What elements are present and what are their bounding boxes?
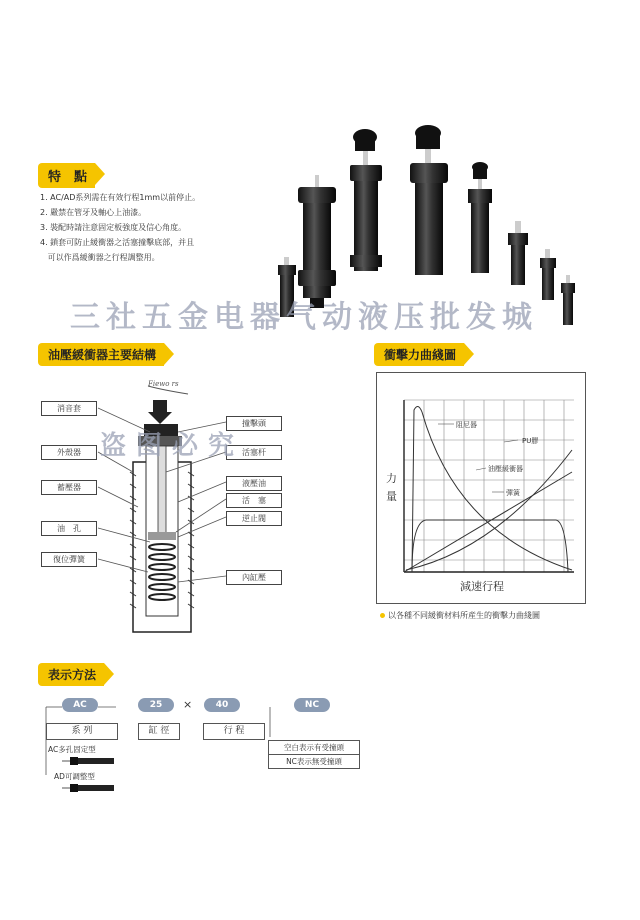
notation-title: 表示方法 xyxy=(38,663,104,686)
feature-3: 3. 裝配時請注意固定板強度及信心角度。 xyxy=(40,223,187,232)
type-ac-label: AC多孔固定型 xyxy=(48,745,96,754)
label-striker-head: 撞擊頭 xyxy=(226,416,282,431)
feature-5: 可以作爲緩衝器之行程調整用。 xyxy=(40,253,160,262)
ylabel-1: 力 xyxy=(386,472,397,485)
code-series: AC xyxy=(62,698,98,712)
curve-spring xyxy=(404,472,572,572)
xlabel: 減速行程 xyxy=(460,580,504,593)
absorber-1 xyxy=(298,175,336,308)
box-bore: 缸 徑 xyxy=(138,723,180,740)
absorber-6 xyxy=(540,249,556,300)
caption-text: 以各種不同緩衝材料所産生的衝擊力曲綫圖 xyxy=(388,611,540,620)
label-shell: 外殼器 xyxy=(41,445,97,460)
label-check-valve: 逆止閥 xyxy=(226,511,282,526)
code-nc: NC xyxy=(294,698,330,712)
ylabel-2: 量 xyxy=(386,490,397,503)
absorber-3 xyxy=(410,125,448,275)
nc-options-box xyxy=(268,740,360,769)
times-sign: × xyxy=(183,698,193,711)
box-series: 系 列 xyxy=(46,723,118,740)
watermark-piracy: 盗图必究 xyxy=(100,431,245,461)
features-title: 特 點 xyxy=(38,163,95,188)
label-hydraulic: 油壓緩衝器 xyxy=(488,465,523,473)
label-pu: PU膠 xyxy=(522,437,539,445)
label-return-spring: 復位彈簧 xyxy=(41,552,97,567)
feature-1: 1. AC/AD系列需在有效行程1mm以前停止。 xyxy=(40,193,201,202)
label-piston: 活 塞 xyxy=(226,493,282,508)
nc-option-1: 空白表示有受撞頭 xyxy=(269,741,359,755)
label-damper: 阻尼器 xyxy=(456,421,477,429)
box-stroke: 行 程 xyxy=(203,723,265,740)
feature-4: 4. 鎖套可防止緩衝器之活塞撞擊底部，并且 xyxy=(40,238,195,247)
features-list xyxy=(40,190,280,265)
watermark-shop-name: 三社五金电器气动液压批发城 xyxy=(70,300,538,335)
impact-chart xyxy=(376,372,584,602)
label-accumulator: 蓄壓器 xyxy=(41,480,97,495)
handwriting-note: Fiewo rs xyxy=(148,380,179,388)
absorber-7 xyxy=(561,275,575,325)
label-oil-hole: 油 孔 xyxy=(41,521,97,536)
label-spring: 彈簧 xyxy=(506,489,520,497)
chart-title: 衝擊力曲綫圖 xyxy=(374,343,464,366)
type-ac-image xyxy=(60,755,120,767)
label-hydraulic-oil: 液壓油 xyxy=(226,476,282,491)
code-bore: 25 xyxy=(138,698,174,712)
absorber-5 xyxy=(508,221,528,285)
label-muffler: 消音套 xyxy=(41,401,97,416)
label-piston-rod: 活塞杆 xyxy=(226,445,282,460)
nc-option-2: NC表示無受撞頭 xyxy=(286,757,342,766)
structure-title: 油壓緩衝器主要結構 xyxy=(38,343,164,366)
feature-2: 2. 嚴禁在管牙及軸心上油漆。 xyxy=(40,208,147,217)
curve-damper xyxy=(412,406,572,572)
type-ad-image xyxy=(60,782,120,794)
curve-hydraulic xyxy=(412,520,568,572)
type-ad-label: AD可調整型 xyxy=(54,772,95,781)
absorber-4 xyxy=(468,162,492,273)
code-stroke: 40 xyxy=(204,698,240,712)
caption-dot xyxy=(380,613,385,618)
chart-caption xyxy=(380,610,540,621)
absorber-2 xyxy=(350,129,382,271)
label-inner-cylinder: 內缸壓 xyxy=(226,570,282,585)
